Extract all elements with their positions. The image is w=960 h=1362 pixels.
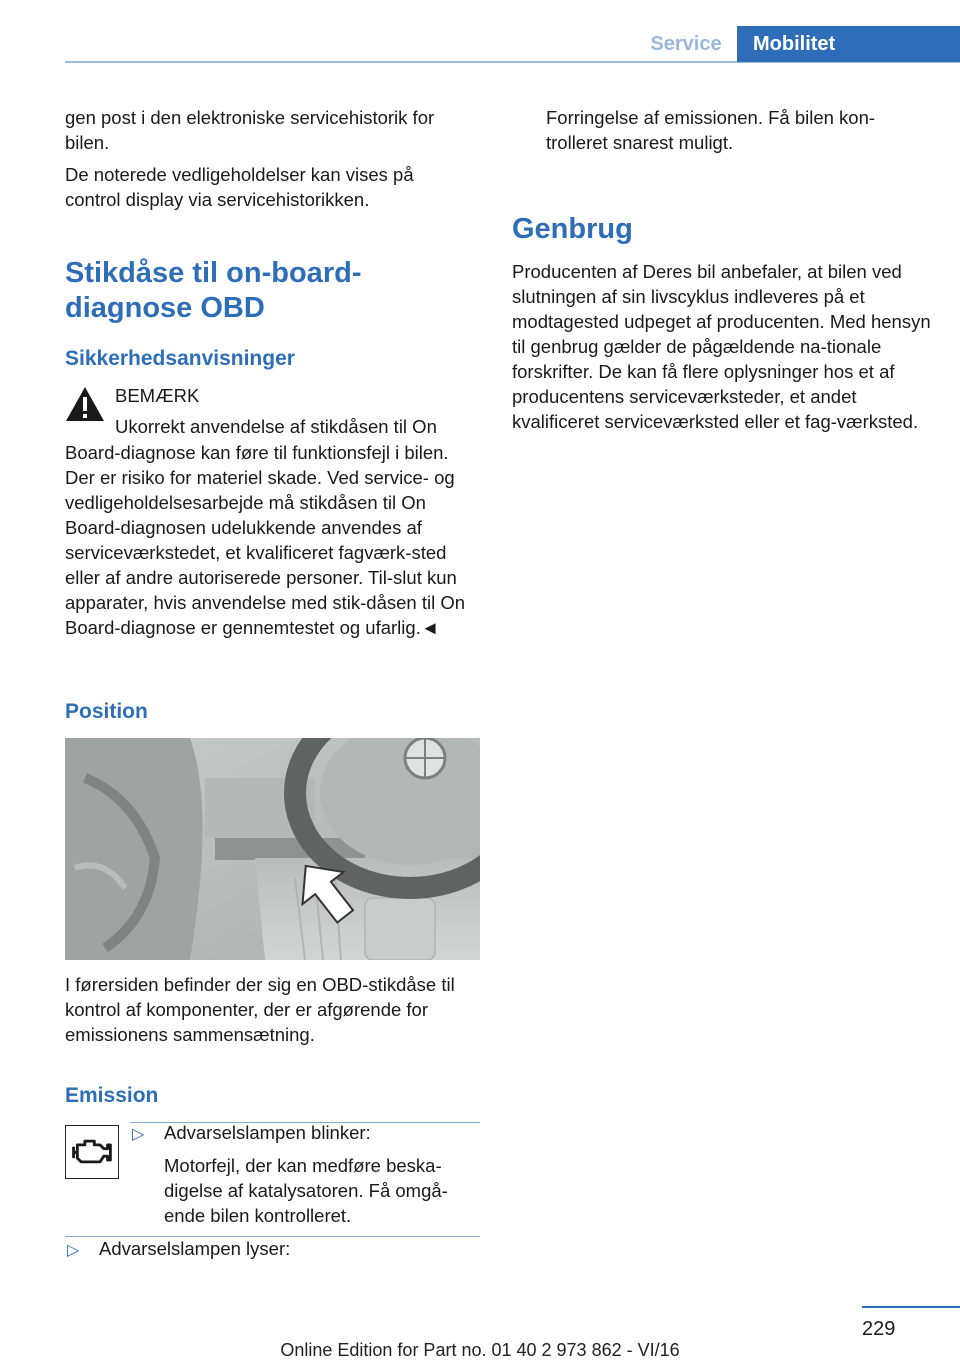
page-number-rule	[862, 1306, 960, 1308]
genbrug-text: Producenten af Deres bil anbefaler, at bilen ved slutningen af sin livscyklus indleveres på et modtagested udpeget af producenten. Med hensyn til genbrug gælder de pågældende na-tionale forskrifter. De kan få flere oplysninger hos et af producentens serviceværksteder, et andet kvalificeret serviceværksted eller et fag-værksted.	[512, 261, 931, 432]
warning-triangle-icon	[65, 386, 105, 422]
triangle-bullet-icon: ▷	[132, 1126, 145, 1143]
tab-service[interactable]: Service	[650, 32, 722, 55]
position-heading: Position	[65, 700, 148, 723]
triangle-bullet-icon: ▷	[67, 1242, 80, 1259]
notice-body: Board-diagnose kan føre til funktionsfejl i bilen. Der er risiko for materiel skade. Ved service- og vedligeholdelsesarbejde må stikdåsen til On Board-diagnosen udelukkende anvendes af serviceværkstedet, et kvalificeret fagværk-sted eller af andre autoriserede personer. Til-slut kun apparater, hvis anvendelse med stik-dåsen til On Board-diagnose er gennemtestet og ufarlig.◄	[65, 442, 466, 638]
edition-footer: Online Edition for Part no. 01 40 2 973 862 - VI/16	[280, 1340, 680, 1360]
obd-heading-line-1: Stikdåse til on-board-	[65, 257, 362, 289]
intro-paragraph-1: gen post i den elektroniske servicehistorik for bilen.	[65, 107, 435, 153]
position-text: I førersiden befinder der sig en OBD-stikdåse til kontrol af komponenter, der er afgørende for emissionens sammensætning.	[65, 974, 455, 1045]
continued-text: Forringelse af emissionen. Få bilen kon-trolleret snarest muligt.	[546, 107, 876, 153]
notice-label: BEMÆRK	[115, 385, 200, 406]
item2-title: Advarselslampen lyser:	[99, 1238, 291, 1259]
item1-title: Advarselslampen blinker:	[164, 1122, 371, 1143]
page-number: 229	[862, 1318, 896, 1340]
emission-heading: Emission	[65, 1084, 159, 1107]
check-engine-icon-box	[65, 1125, 119, 1179]
intro-paragraph-2: De noterede vedligeholdelser kan vises på control display via servicehistorikken.	[65, 164, 414, 210]
safety-heading: Sikkerhedsanvisninger	[65, 347, 295, 370]
obd-heading-line-2: diagnose OBD	[65, 292, 265, 324]
item1-text: Motorfejl, der kan medføre beska-digelse af katalysatoren. Få omgå-ende bilen kontrolleret.	[164, 1155, 448, 1226]
genbrug-heading: Genbrug	[512, 213, 633, 245]
obd-location-photo	[65, 738, 480, 960]
obd-heading	[65, 256, 480, 326]
check-engine-icon	[66, 1126, 117, 1177]
notice-first-line: Ukorrekt anvendelse af stikdåsen til On	[115, 416, 437, 437]
tab-mobilitet[interactable]: Mobilitet	[737, 26, 960, 62]
